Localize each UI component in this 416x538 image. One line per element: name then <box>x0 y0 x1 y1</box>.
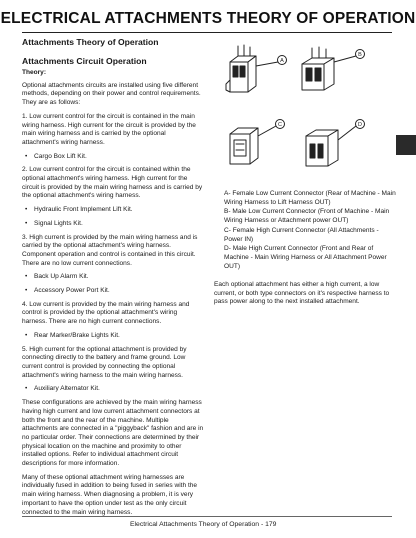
method-2-bullet-2: • Signal Lights Kit. <box>22 220 204 229</box>
page-title: ELECTRICAL ATTACHMENTS THEORY OF OPERATION <box>0 10 416 27</box>
connector-b-drawing <box>302 47 356 90</box>
method-4-text: 4. Low current is provided by the main wiring harness and control is provided by the optional attachment's wiring harness. There are no high current connections. <box>22 300 190 326</box>
method-3-text: 3. High current is provided by the main wiring harness and is carried by the optional attachment's wiring harness. Component operation and control is contained in this circuit. There are no low current connections. <box>22 233 198 267</box>
callout-a-label: A <box>280 58 284 64</box>
configurations-paragraph: These configurations are achieved by the main wiring harness having high current and low current attachment connectors at both the front and the rear of the machine. Multiple attachments are connected in a "piggyback" fashion and are in no particular order. Their connections are determined by their physical location on the machine and proximity to other installed options. Refer to individual attachment circuit descriptions for more information. <box>22 399 204 468</box>
connector-c-drawing <box>230 126 276 164</box>
legend-item-d: D- Male High Current Connector (Front and Rear of Machine - Main Wiring Harness or All Attachment Power OUT) <box>224 245 387 270</box>
method-4-bullet-1: • Rear Marker/Brake Lights Kit. <box>22 332 204 341</box>
legend-item-a: A- Female Low Current Connector (Rear of Machine - Main Wiring Harness to Lift Harness OUT) <box>224 190 396 206</box>
connector-d-drawing <box>306 126 356 166</box>
method-2-bullet-1: • Hydraulic Front Implement Lift Kit. <box>22 206 204 215</box>
method-5-bullet-1: • Auxiliary Alternator Kit. <box>22 385 204 394</box>
method-2-text: 2. Low current control for the circuit is contained within the optional attachment's wiring harness. High current for the circuit is provided by the main wiring harness and is carried by the optional attachment's wiring harness. <box>22 166 203 200</box>
intro-paragraph: Optional attachments circuits are installed using five different methods, depending on their power and control requirements. They are as follows: <box>22 81 201 107</box>
callout-c-label: C <box>278 122 282 128</box>
title-divider <box>22 32 392 33</box>
legend-item-c: C- Female High Current Connector (All Attachments - Power IN) <box>224 226 379 243</box>
figure-legend <box>224 190 396 272</box>
sub-heading: Attachments Circuit Operation <box>22 56 147 66</box>
method-1-bullet-1: • Cargo Box Lift Kit. <box>22 153 204 162</box>
left-column <box>22 69 204 522</box>
legend-item-b: B- Male Low Current Connector (Front of Machine - Main Wiring Harness or Attachment power OUT) <box>224 208 390 225</box>
connectors-paragraph: Each optional attachment has either a high current, a low current, or both type connectors on it's respective harness to pass power along to the next installed attachment. <box>214 281 390 306</box>
method-3-bullet-2: • Accessory Power Port Kit. <box>22 287 204 296</box>
page-footer: Electrical Attachments Theory of Operation - 179 <box>130 521 277 528</box>
fusing-paragraph: Many of these optional attachment wiring harnesses are individually fused in addition to being fused in series with the main wiring harness. When diagnosing a problem, it is very important to have the option under test as the only circuit connected to the main wiring harness. <box>22 473 198 516</box>
method-3-bullet-1: • Back Up Alarm Kit. <box>22 273 204 282</box>
footer-divider <box>22 516 392 517</box>
method-1-text: 1. Low current control for the circuit is contained in the main wiring harness. High current for the circuit is provided by the main wiring harness and is carried by the optional attachment's wiring harness. <box>22 112 196 146</box>
theory-label: Theory: <box>22 69 47 76</box>
section-heading: Attachments Theory of Operation <box>22 37 159 47</box>
connector-a-drawing <box>226 45 278 92</box>
connector-figure <box>216 40 376 180</box>
callout-b-label: B <box>358 52 362 58</box>
method-5-text: 5. High current for the optional attachment is provided by connecting directly to the battery and frame ground. Low current control is provided by connecting the optional attachment's wiring harness to the main wiring harness. <box>22 345 187 379</box>
section-thumb-tab <box>396 135 416 155</box>
callout-d-label: D <box>358 122 362 128</box>
